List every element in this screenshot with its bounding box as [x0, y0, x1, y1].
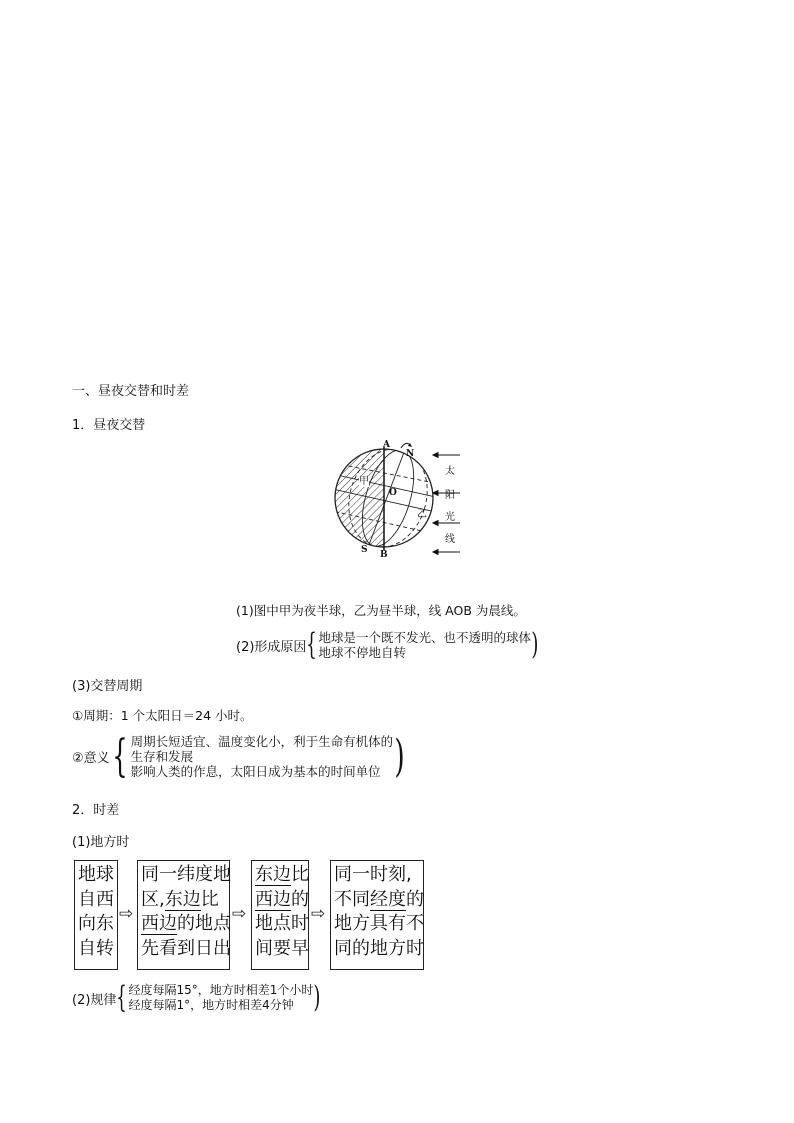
subsection-title-time-difference: 2．时差 — [72, 803, 120, 818]
flow-box-4-line: 同的地方时 — [334, 937, 424, 959]
brace-open: { — [116, 980, 128, 1015]
meaning-lines — [131, 734, 394, 779]
flow-box-3-line — [255, 863, 309, 888]
item-1-text: (1)图中甲为夜半球，乙为昼半球，线 AOB 为晨线。 — [236, 603, 526, 618]
brace-close: ) — [313, 980, 321, 1015]
flow-box-2-line: 同一纬度地 — [141, 864, 231, 885]
flow-text: 比 — [200, 888, 219, 910]
flow-text-underlined: 东边 — [164, 888, 201, 910]
flow-text: 比 — [291, 864, 309, 885]
flow-text: 的 — [291, 888, 309, 910]
flow-text: 不同 — [334, 888, 370, 910]
local-time-title: (1)地方时 — [72, 835, 130, 850]
label-sun-2: 阳 — [445, 490, 455, 501]
cause-line-1: 地球是一个既不发光、也不透明的球体 — [318, 630, 532, 645]
flow-arrow-icon: ⇨ — [311, 904, 326, 924]
rule — [72, 980, 323, 1015]
cause-line-2: 地球不停地自转 — [318, 645, 407, 660]
flow-box-local-time — [330, 860, 424, 970]
flow-text: 区, — [141, 888, 165, 910]
label-o: O — [389, 488, 397, 498]
label-n: N — [406, 449, 415, 459]
flow-arrow-icon: ⇨ — [119, 904, 134, 924]
section-title: 一、昼夜交替和时差 — [72, 384, 190, 399]
rule-line-1: 经度每隔15°，地方时相差1个小时 — [128, 983, 314, 997]
flow-text-underlined: 西边 — [141, 913, 177, 934]
flow-text-underlined: 西边 — [255, 888, 291, 910]
meaning — [72, 730, 408, 782]
flow-text-underlined: 东边 — [255, 864, 291, 885]
flow-box-earth-rotation — [74, 860, 118, 970]
flow-box-east-earlier — [251, 860, 309, 970]
flow-box-2-line — [141, 912, 231, 937]
formation-cause — [236, 627, 541, 662]
meaning-line-2: 生存和发展 — [130, 749, 194, 764]
item-3-title: (3)交替周期 — [72, 679, 143, 694]
label-b: B — [380, 550, 388, 560]
label-sun-4: 线 — [445, 534, 455, 545]
label-sun-3: 光 — [445, 512, 455, 523]
flow-box-4-line — [334, 888, 424, 913]
flow-text-underlined: 经度 — [370, 888, 406, 910]
subsection-title-day-night: 1．昼夜交替 — [72, 418, 146, 433]
meaning-label: ②意义 — [72, 751, 110, 766]
night-hemisphere — [335, 449, 384, 547]
label-a: A — [383, 440, 390, 450]
flow-box-4-line: 同一时刻, — [334, 864, 412, 885]
brace-close: ) — [531, 627, 539, 662]
flow-box-1-line: 自转 — [78, 937, 114, 959]
meaning-line-1: 周期长短适宜、温度变化小，利于生命有机体的 — [130, 734, 394, 749]
flow-box-2-line — [141, 888, 226, 913]
flow-arrow-icon: ⇨ — [232, 904, 247, 924]
flow-box-3-line — [255, 888, 309, 913]
flow-box-sunrise-order — [137, 860, 230, 970]
formation-cause-lines — [319, 630, 532, 660]
flow-box-1-line: 自西 — [78, 888, 114, 910]
label-s: S — [361, 545, 368, 555]
label-sun-1: 太 — [445, 466, 455, 477]
brace-open: { — [306, 627, 318, 662]
flow-text: 的地点 — [177, 913, 231, 934]
rule-lines — [129, 983, 314, 1013]
flow-box-3-line: 地点时 — [255, 913, 309, 934]
period-text: ①周期：1 个太阳日＝24 小时。 — [72, 708, 253, 723]
rule-label: (2)规律 — [72, 992, 117, 1008]
label-yi: 乙 — [417, 509, 427, 520]
flow-box-3-line: 间要早 — [255, 937, 309, 959]
flow-box-2-line: 先看到日出 — [141, 937, 231, 959]
meaning-line-3: 影响人类的作息，太阳日成为基本的时间单位 — [130, 764, 381, 779]
flow-box-1-line: 地球 — [78, 864, 114, 885]
flow-text: 的 — [406, 888, 424, 910]
flow-box-1-line: 向东 — [78, 913, 114, 934]
brace-close: ) — [394, 730, 405, 782]
brace-open: { — [111, 730, 128, 782]
flow-box-4-line: 地方具有不 — [334, 913, 424, 934]
rule-line-2: 经度每隔1°，地方时相差4分钟 — [128, 998, 294, 1012]
formation-cause-label: (2)形成原因 — [236, 639, 307, 655]
label-jia: 甲 — [359, 476, 369, 487]
